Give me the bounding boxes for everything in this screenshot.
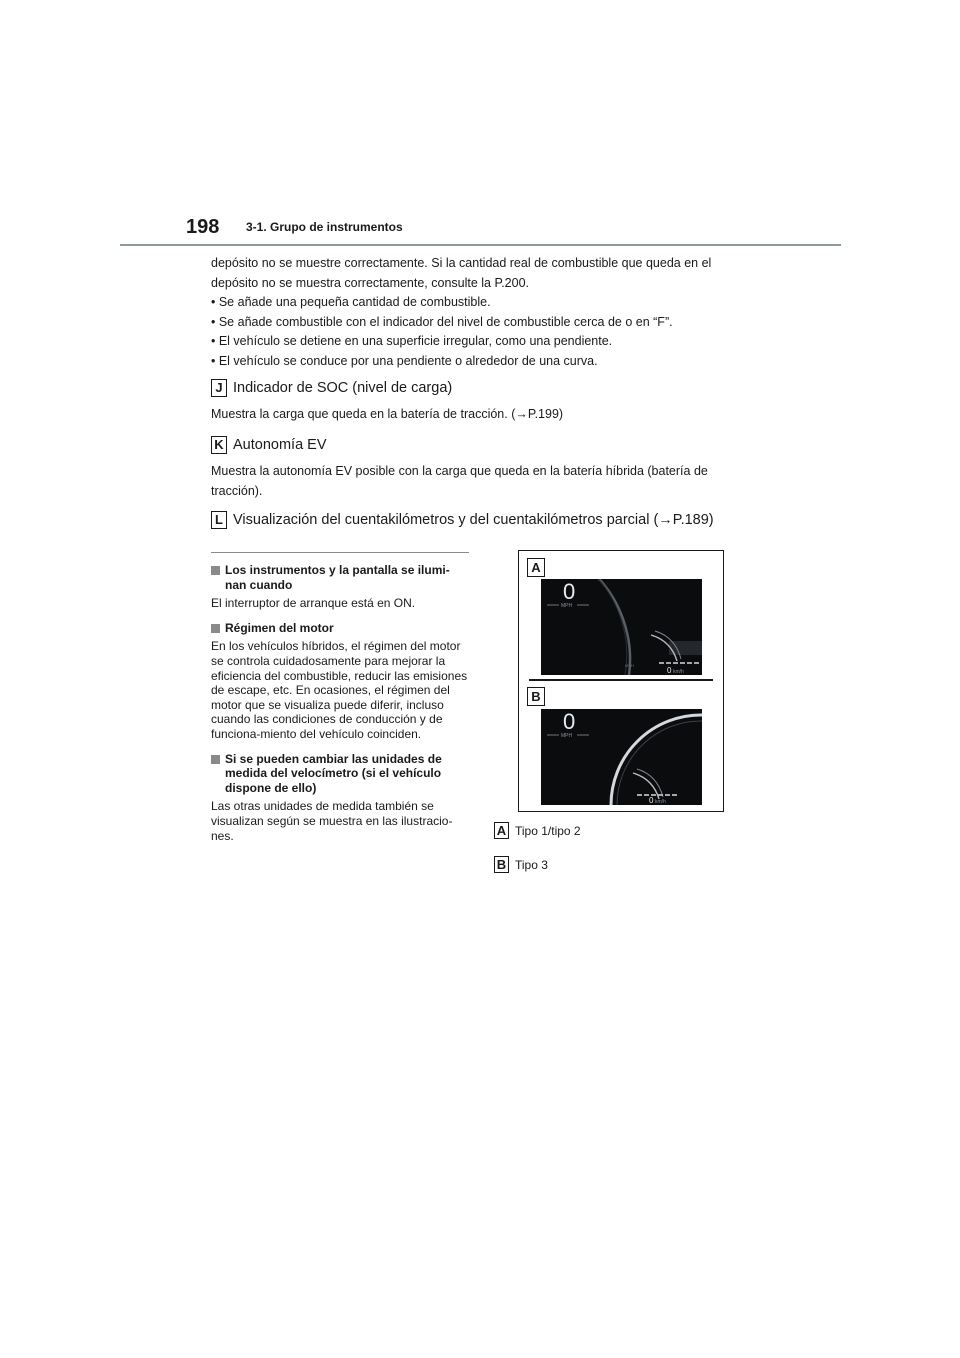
note-heading bbox=[211, 621, 469, 636]
dashboard-type-a bbox=[541, 579, 702, 675]
item-j-text: Muestra la carga que queda en la batería de tracción. (→P.199) bbox=[211, 407, 564, 421]
bullet-item: • El vehículo se detiene en una superficie irregular, como una pendiente. bbox=[211, 334, 613, 349]
speed-value-sub: 0 bbox=[667, 666, 672, 675]
item-l-letter: L bbox=[211, 511, 227, 529]
intro-block bbox=[211, 254, 751, 372]
figure-label-a: A bbox=[527, 558, 545, 577]
header-rule bbox=[120, 244, 841, 246]
intro-paragraph: depósito no se muestre correctamente. Si la cantidad real de combustible que queda en el depósito no se muestra correctamente, consulte la P.200. bbox=[211, 256, 712, 290]
caption-type-a bbox=[494, 822, 581, 839]
dashboard-type-b bbox=[541, 709, 702, 805]
speed-value-main: 0 bbox=[563, 709, 576, 734]
speed-unit-main: MPH bbox=[561, 603, 573, 609]
dashboard-a-graphic bbox=[541, 579, 702, 675]
item-j-title: Indicador de SOC (nivel de carga) bbox=[233, 380, 453, 396]
note-heading bbox=[211, 752, 469, 796]
notes-column bbox=[211, 552, 469, 843]
figure-divider bbox=[529, 679, 713, 681]
item-j bbox=[211, 379, 771, 425]
column-rule bbox=[211, 552, 469, 553]
note-title: Los instrumentos y la pantalla se ilumi-nan cuando bbox=[225, 563, 450, 592]
caption-b-text: Tipo 3 bbox=[515, 857, 548, 872]
item-l-title: Visualización del cuentakilómetros y del cuentakilómetros parcial (→P.189) bbox=[233, 512, 714, 528]
item-j-heading bbox=[211, 379, 771, 397]
note-heading bbox=[211, 563, 469, 592]
square-bullet-icon bbox=[211, 624, 220, 633]
square-bullet-icon bbox=[211, 566, 220, 575]
item-l-heading bbox=[211, 511, 771, 529]
item-k-title: Autonomía EV bbox=[233, 437, 327, 453]
section-title: 3-1. Grupo de instrumentos bbox=[246, 220, 403, 234]
bullet-item: • El vehículo se conduce por una pendiente o alrededor de una curva. bbox=[211, 353, 598, 368]
bullet-item: • Se añade una pequeña cantidad de combustible. bbox=[211, 295, 491, 310]
item-k-letter: K bbox=[211, 436, 227, 454]
square-bullet-icon bbox=[211, 755, 220, 764]
note-title: Si se pueden cambiar las unidades de medida del velocímetro (si el vehículo dispone de ello) bbox=[225, 751, 442, 795]
speed-unit-small: MPH bbox=[625, 663, 634, 668]
caption-a-text: Tipo 1/tipo 2 bbox=[515, 823, 581, 838]
item-k bbox=[211, 436, 771, 501]
caption-type-b bbox=[494, 856, 548, 873]
note-text: En los vehículos híbridos, el régimen del motor se controla cuidadosamente para mejorar la eficiencia del combustible, reducir las emisiones de escape, etc. En ocasiones, el régimen del motor que se visualiza puede diferir, incluso cuando las condiciones de conducción y de funciona-miento del vehículo coinciden. bbox=[211, 639, 468, 741]
note-text: El interruptor de arranque está en ON. bbox=[211, 596, 416, 611]
note-title: Régimen del motor bbox=[225, 620, 334, 635]
speed-unit-sub: km/h bbox=[655, 799, 666, 805]
speedometer-figure bbox=[518, 550, 724, 812]
speed-value-main: 0 bbox=[563, 579, 576, 604]
speed-unit-main: MPH bbox=[561, 733, 573, 739]
note-text: Las otras unidades de medida también se visualizan según se muestra en las ilustracio-nes. bbox=[211, 799, 453, 843]
page-number: 198 bbox=[186, 216, 220, 238]
speed-value-sub: 0 bbox=[649, 796, 654, 805]
bullet-item: • Se añade combustible con el indicador del nivel de combustible cerca de o en “F”. bbox=[211, 314, 673, 329]
item-l bbox=[211, 511, 771, 529]
speed-unit-sub: km/h bbox=[673, 669, 684, 675]
figure-label-b: B bbox=[527, 687, 545, 706]
item-j-letter: J bbox=[211, 379, 227, 397]
item-k-heading bbox=[211, 436, 771, 454]
dashboard-b-graphic bbox=[541, 709, 702, 805]
caption-b-letter: B bbox=[494, 856, 509, 873]
item-k-text: Muestra la autonomía EV posible con la carga que queda en la batería híbrida (batería de tracción). bbox=[211, 464, 708, 498]
caption-a-letter: A bbox=[494, 822, 509, 839]
